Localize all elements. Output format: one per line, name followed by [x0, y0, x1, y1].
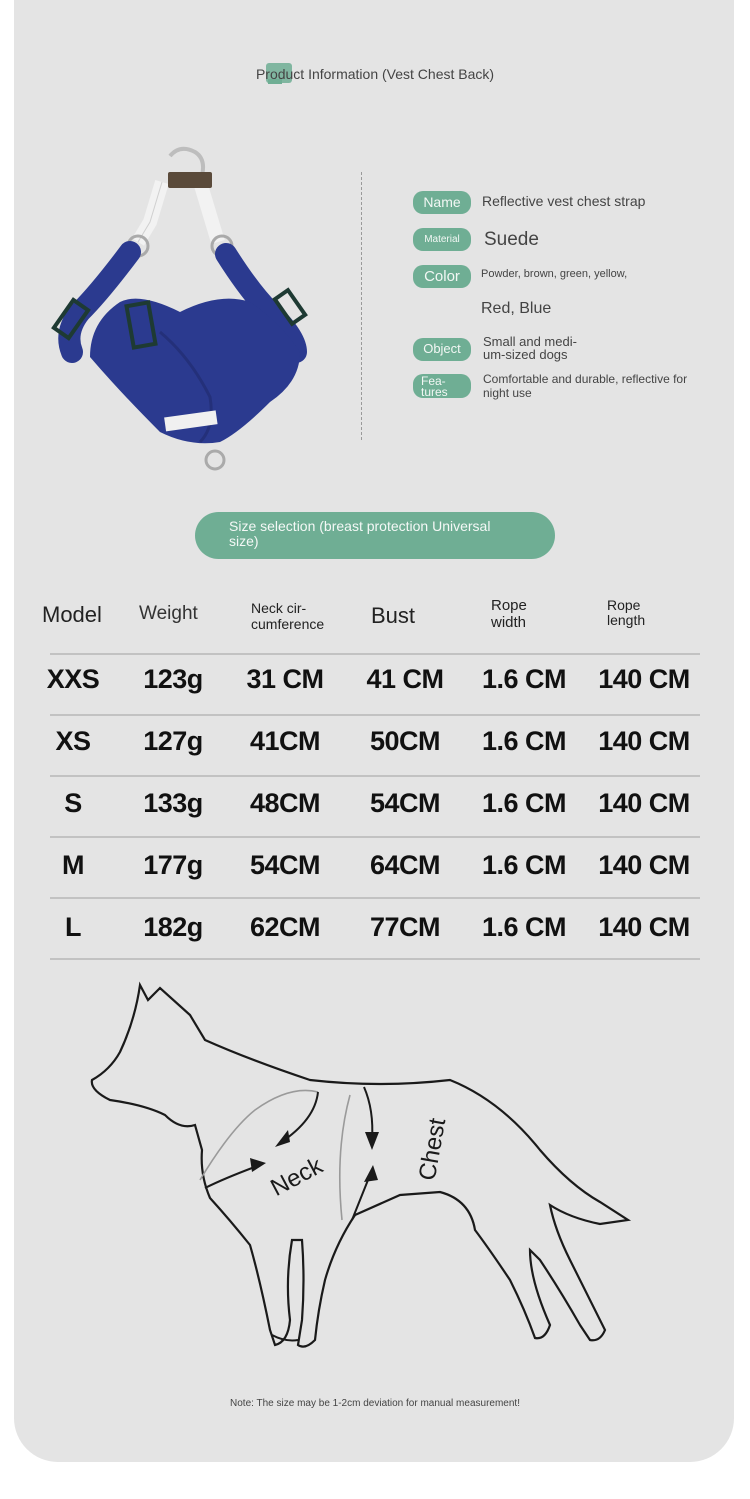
cell-weight: 127g — [143, 726, 203, 756]
cell-rope-width: 1.6 CM — [481, 850, 567, 880]
header-rope-width — [491, 597, 527, 631]
cell-rope-length: 140 CM — [598, 912, 690, 942]
card-top-edge — [14, 0, 734, 44]
object-value — [483, 335, 577, 361]
cell-model: S — [64, 788, 82, 818]
cell-model: XXS — [46, 664, 100, 694]
vertical-divider — [361, 172, 362, 440]
features-value-line2: night use — [483, 386, 532, 400]
cell-model: M — [62, 850, 84, 880]
cell-weight: 123g — [143, 664, 203, 694]
features-label-line2: tures — [421, 385, 448, 399]
name-value: Reflective vest chest strap — [482, 193, 646, 209]
cell-rope-length: 140 CM — [598, 664, 690, 694]
cell-rope-width: 1.6 CM — [481, 912, 567, 942]
header-neck-line1: Neck cir- — [251, 600, 307, 616]
cell-rope-width: 1.6 CM — [481, 726, 567, 756]
table-divider-0 — [50, 653, 700, 655]
cell-rope-length: 140 CM — [598, 726, 690, 756]
cell-rope-width: 1.6 CM — [481, 664, 567, 694]
header-model: Model — [42, 602, 102, 627]
header-bust: Bust — [371, 603, 416, 628]
material-label-pill: Material — [413, 228, 471, 251]
cell-neck: 54CM — [249, 850, 321, 880]
cell-bust: 64CM — [369, 850, 441, 880]
header-neck — [251, 600, 324, 632]
header-neck-line2: cumference — [251, 616, 325, 632]
info-color-row — [413, 265, 471, 288]
neck-label: Neck — [266, 1152, 328, 1202]
info-features-row — [413, 374, 471, 401]
header-rope-width-line1: Rope — [491, 597, 527, 614]
dog-outline-icon — [80, 980, 640, 1360]
object-value-line2: um-sized dogs — [483, 347, 568, 362]
color-value-line2: Red, Blue — [481, 300, 552, 317]
cell-neck: 31 CM — [246, 664, 324, 694]
cell-rope-width: 1.6 CM — [481, 788, 567, 818]
color-value-line1: Powder, brown, green, yellow, — [481, 268, 628, 280]
cell-bust: 77CM — [369, 912, 441, 942]
cell-bust: 41 CM — [366, 664, 444, 694]
page-title: Product Information (Vest Chest Back) — [255, 66, 495, 82]
table-divider-1 — [50, 714, 700, 716]
color-label-pill: Color — [413, 265, 471, 288]
features-label-line1: Fea- — [421, 374, 446, 388]
table-divider-2 — [50, 775, 700, 777]
header-rope-length-line1: Rope — [607, 597, 641, 613]
size-banner-line1: Size selection (breast protection Universal — [229, 518, 491, 534]
object-value-line1: Small and medi- — [483, 334, 577, 349]
features-value — [483, 372, 687, 400]
harness-product-image — [50, 142, 320, 482]
header-rope-width-line2: width — [491, 614, 527, 631]
size-selection-banner — [195, 512, 555, 559]
cell-weight: 177g — [143, 850, 203, 880]
table-divider-5 — [50, 958, 700, 960]
info-object-row — [413, 338, 471, 361]
cell-weight: 182g — [143, 912, 203, 942]
name-label-pill: Name — [413, 191, 471, 214]
header-rope-length-line2: length — [607, 612, 646, 628]
cell-model: L — [65, 912, 81, 942]
cell-bust: 50CM — [369, 726, 441, 756]
features-value-line1: Comfortable and durable, reflective for — [483, 372, 688, 386]
cell-neck: 41CM — [249, 726, 321, 756]
table-divider-4 — [50, 897, 700, 899]
info-material-row — [413, 228, 471, 251]
object-label-pill: Object — [413, 338, 471, 361]
header-rope-length — [607, 598, 645, 628]
material-value: Suede — [484, 229, 539, 250]
measurement-note: Note: The size may be 1-2cm deviation for manual measurement! — [230, 1398, 520, 1409]
cell-bust: 54CM — [369, 788, 441, 818]
chest-label: Chest — [413, 1116, 452, 1183]
table-divider-3 — [50, 836, 700, 838]
cell-rope-length: 140 CM — [598, 850, 690, 880]
cell-rope-length: 140 CM — [598, 788, 690, 818]
header-weight: Weight — [139, 603, 198, 624]
cell-neck: 48CM — [249, 788, 321, 818]
features-label-pill — [413, 374, 471, 398]
cell-weight: 133g — [143, 788, 203, 818]
cell-neck: 62CM — [249, 912, 321, 942]
cell-model: XS — [55, 726, 91, 756]
info-name-row — [413, 191, 471, 214]
size-banner-line2: size) — [229, 533, 259, 549]
